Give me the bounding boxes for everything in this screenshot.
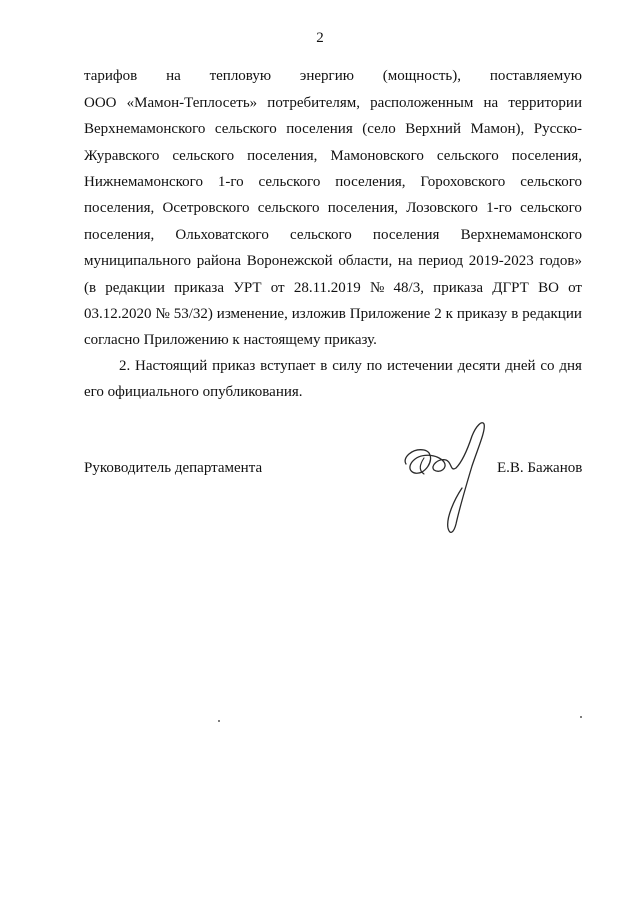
word: «Мамон-Теплосеть» bbox=[126, 95, 258, 111]
word: Верхнемамонского bbox=[460, 227, 582, 243]
word: ООО bbox=[84, 95, 117, 111]
word: Воронежской bbox=[246, 253, 333, 269]
word: сельского bbox=[436, 148, 499, 164]
word: 2. bbox=[119, 358, 131, 374]
text-line bbox=[84, 147, 582, 165]
word: Ольховатского bbox=[175, 227, 269, 243]
word: Верхнемамонского bbox=[84, 121, 206, 137]
word: изменение, bbox=[216, 306, 288, 322]
word: годов» bbox=[539, 253, 582, 269]
word: 53/32) bbox=[173, 306, 213, 322]
word: поселения, bbox=[84, 200, 155, 216]
word: сельского bbox=[289, 227, 352, 243]
text-line: его официального опубликования. bbox=[84, 384, 303, 400]
word: сельского bbox=[172, 148, 235, 164]
word: десяти bbox=[457, 358, 501, 374]
word: сельского bbox=[258, 174, 321, 190]
word: Журавского bbox=[84, 148, 160, 164]
word: на bbox=[166, 68, 181, 84]
text-line bbox=[119, 357, 582, 375]
word: № bbox=[370, 280, 385, 296]
signature-title: Руководитель департамента bbox=[84, 460, 263, 476]
word: редакции bbox=[522, 306, 582, 322]
handwritten-signature bbox=[398, 418, 498, 538]
word: Верхний bbox=[405, 121, 461, 137]
word: (мощность), bbox=[382, 68, 462, 84]
word: УРТ bbox=[233, 280, 262, 296]
word: 48/3, bbox=[393, 280, 424, 296]
text-line bbox=[84, 305, 582, 323]
word: вступает bbox=[260, 358, 316, 374]
word: ДГРТ bbox=[492, 280, 529, 296]
word: Гороховского bbox=[420, 174, 506, 190]
word: в bbox=[320, 358, 328, 374]
word: поселения, bbox=[247, 148, 318, 164]
text-line bbox=[84, 173, 582, 191]
word: расположенным bbox=[370, 95, 474, 111]
word: период bbox=[418, 253, 464, 269]
text-line bbox=[84, 67, 582, 85]
word: поставляемую bbox=[489, 68, 582, 84]
word: 2 bbox=[434, 306, 442, 322]
word: изложив bbox=[291, 306, 346, 322]
word: Лозовского bbox=[406, 200, 478, 216]
text-line bbox=[84, 199, 582, 217]
word: приказу bbox=[456, 306, 508, 322]
word: поселения, bbox=[335, 174, 406, 190]
word: Мамон), bbox=[470, 121, 525, 137]
word: от bbox=[270, 280, 285, 296]
word: № bbox=[155, 306, 170, 322]
word: Приложение bbox=[349, 306, 431, 322]
word: Настоящий bbox=[135, 358, 208, 374]
word: сельского bbox=[214, 121, 277, 137]
word: 1-го bbox=[486, 200, 512, 216]
word: сельского bbox=[520, 200, 582, 216]
word: дней bbox=[505, 358, 536, 374]
text-line bbox=[84, 279, 582, 297]
word: Русско- bbox=[533, 121, 582, 137]
word: (в bbox=[84, 280, 97, 296]
word: к bbox=[445, 306, 453, 322]
word: поселения bbox=[286, 121, 353, 137]
word: (село bbox=[362, 121, 396, 137]
word: 03.12.2020 bbox=[84, 306, 152, 322]
word: энергию bbox=[299, 68, 354, 84]
word: сельского bbox=[520, 174, 582, 190]
scan-speck bbox=[218, 720, 220, 722]
word: по bbox=[366, 358, 383, 374]
word: на bbox=[397, 253, 413, 269]
word: области, bbox=[338, 253, 393, 269]
word: редакции bbox=[105, 280, 165, 296]
text-line bbox=[84, 252, 582, 270]
text-line bbox=[84, 94, 582, 112]
word: 2019-2023 bbox=[468, 253, 534, 269]
word: территории bbox=[508, 95, 582, 111]
scan-speck bbox=[580, 716, 582, 718]
word: тарифов bbox=[84, 68, 138, 84]
word: от bbox=[568, 280, 582, 296]
word: поселения, bbox=[327, 200, 399, 216]
word: со bbox=[540, 358, 555, 374]
text-line bbox=[84, 120, 582, 138]
word: приказа bbox=[433, 280, 484, 296]
word: Мамоновского bbox=[330, 148, 424, 164]
page-number: 2 bbox=[316, 30, 324, 46]
word: силу bbox=[332, 358, 362, 374]
word: поселения bbox=[372, 227, 440, 243]
word: района bbox=[196, 253, 242, 269]
word: поселения, bbox=[511, 148, 582, 164]
text-line: согласно Приложению к настоящему приказу. bbox=[84, 332, 377, 348]
word: приказа bbox=[174, 280, 224, 296]
word: дня bbox=[559, 358, 582, 374]
word: Нижнемамонского bbox=[84, 174, 203, 190]
signature-name: Е.В. Бажанов bbox=[497, 460, 583, 476]
word: в bbox=[511, 306, 519, 322]
word: истечении bbox=[386, 358, 453, 374]
word: потребителям, bbox=[267, 95, 361, 111]
word: 1-го bbox=[217, 174, 244, 190]
word: приказ bbox=[212, 358, 256, 374]
word: тепловую bbox=[209, 68, 272, 84]
word: сельского bbox=[257, 200, 320, 216]
text-line bbox=[84, 226, 582, 244]
word: 28.11.2019 bbox=[293, 280, 361, 296]
word: муниципального bbox=[84, 253, 192, 269]
word: Осетровского bbox=[162, 200, 250, 216]
word: ВО bbox=[538, 280, 559, 296]
word: поселения, bbox=[84, 227, 155, 243]
word: на bbox=[483, 95, 499, 111]
